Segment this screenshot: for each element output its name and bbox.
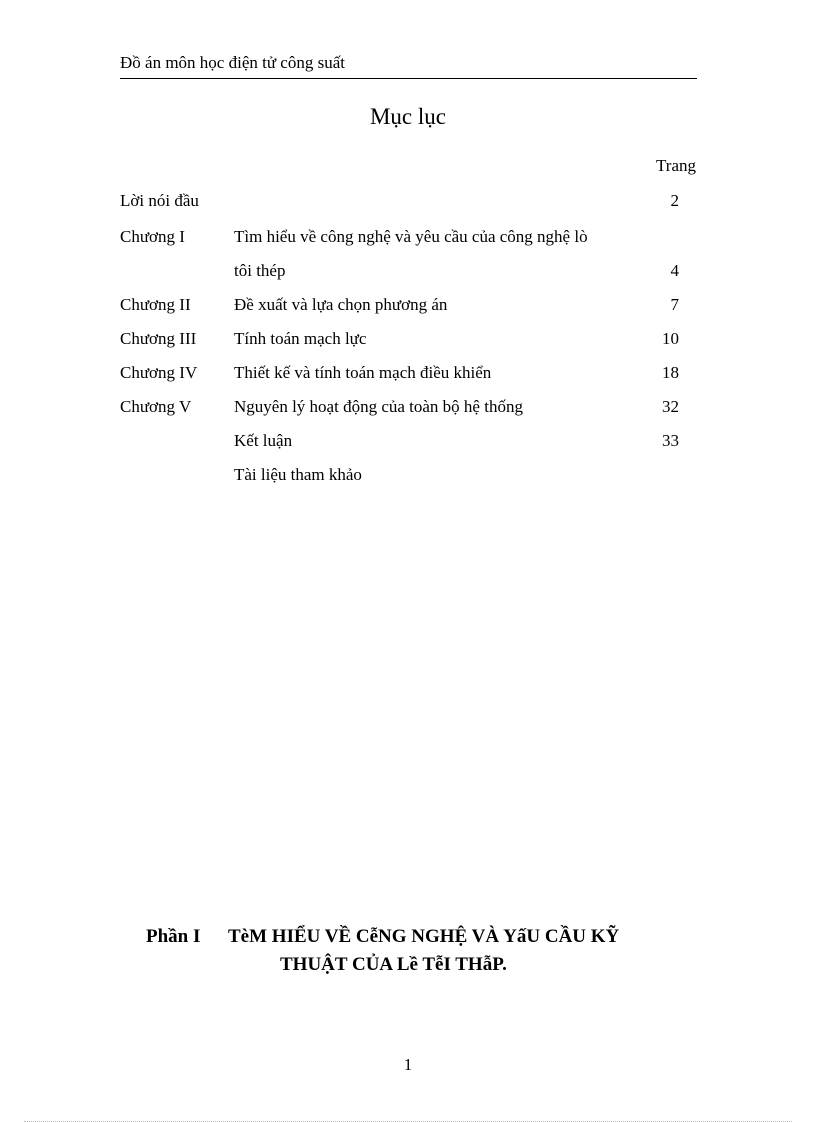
toc-title: Kết luận [234, 431, 293, 450]
toc-title: tôi thép [234, 261, 286, 280]
toc-page: 32 [662, 397, 679, 416]
toc-title: Tính toán mạch lực [234, 329, 367, 348]
toc-row[interactable] [120, 224, 697, 250]
toc-page: 4 [670, 261, 679, 280]
running-header [120, 52, 697, 79]
toc-row[interactable] [120, 428, 697, 454]
toc-page: 10 [662, 329, 679, 348]
toc-page: 33 [662, 431, 679, 450]
toc-title: Nguyên lý hoạt động của toàn bộ hệ thống [234, 397, 523, 416]
part-title-line-1: TèM HIỂU VỀ CễNG NGHỆ VÀ YấU CẦU KỸ [228, 926, 620, 947]
page-number: 1 [403, 1055, 413, 1074]
toc-row[interactable] [120, 394, 697, 420]
toc-row[interactable] [120, 292, 697, 318]
toc-row[interactable] [120, 326, 697, 352]
toc-chapter: Chương V [120, 397, 192, 416]
toc-title: Đề xuất và lựa chọn phương án [234, 295, 448, 314]
toc-chapter: Chương III [120, 329, 197, 348]
toc-title: Thiết kế và tính toán mạch điều khiển [234, 363, 492, 382]
toc-chapter: Chương IV [120, 363, 198, 382]
toc-title: Tài liệu tham khảo [234, 465, 362, 484]
toc-chapter: Lời nói đầu [120, 191, 199, 210]
page-column-label: Trang [656, 156, 696, 175]
toc-title: Tìm hiểu về công nghệ và yêu cầu của công nghệ lò [234, 227, 588, 246]
header-text: Đồ án môn học điện tử công suất [120, 53, 345, 72]
toc-page: 2 [670, 191, 679, 210]
toc-chapter: Chương II [120, 295, 191, 314]
toc-page: 7 [670, 295, 679, 314]
toc-chapter: Chương I [120, 227, 185, 246]
part-title-line-2: THUẬT CỦA Lề TễI THẫP. [280, 954, 507, 975]
toc-row[interactable] [120, 360, 697, 386]
toc-page: 18 [662, 363, 679, 382]
toc-row[interactable] [120, 188, 697, 214]
page-title: Mục lục [369, 104, 446, 129]
page-bottom-divider [24, 1121, 792, 1122]
part-label: Phần I [146, 926, 201, 947]
toc-row[interactable] [120, 462, 697, 488]
toc-row[interactable] [120, 258, 697, 284]
